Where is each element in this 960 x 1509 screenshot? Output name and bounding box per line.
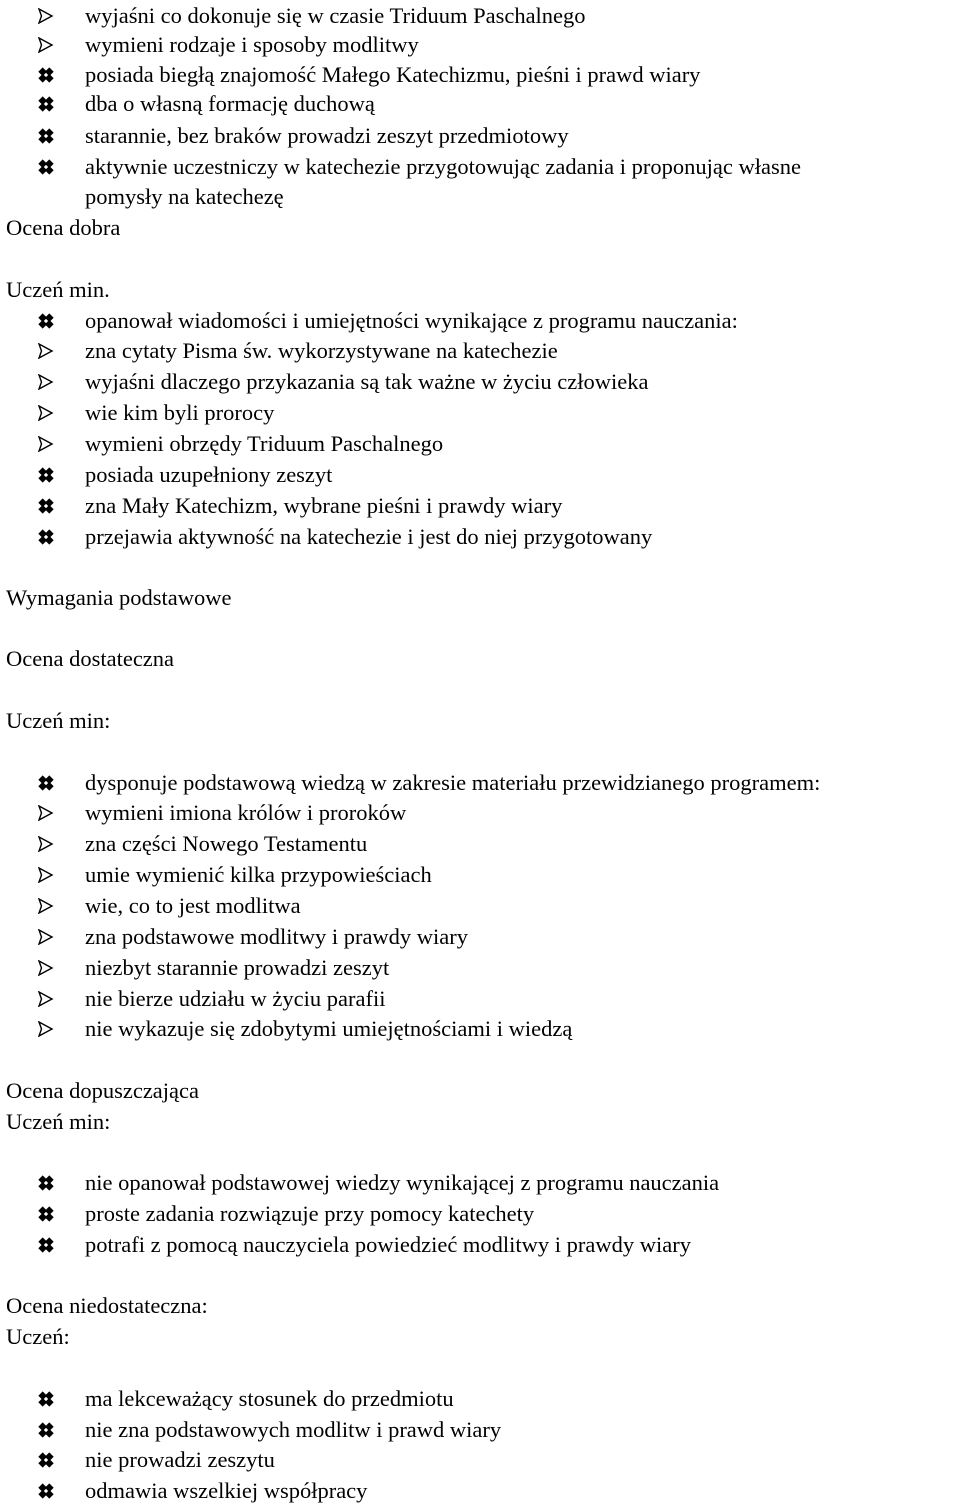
diamond-bullet-icon <box>36 498 56 514</box>
arrow-bullet-icon <box>36 8 56 24</box>
list-item-text: umie wymienić kilka przypowieściach <box>85 862 432 887</box>
list-item-text: posiada biegłą znajomość Małego Katechizmu, pieśni i prawd wiary <box>85 62 701 87</box>
list-item-text: nie wykazuje się zdobytymi umiejętnościami i wiedzą <box>85 1016 573 1041</box>
grade-heading: Ocena dobra <box>6 215 121 240</box>
arrow-bullet-icon <box>36 836 56 852</box>
diamond-bullet-icon <box>36 1175 56 1191</box>
list-item-text: wymieni imiona królów i proroków <box>85 800 407 825</box>
diamond-bullet-icon <box>36 1237 56 1253</box>
arrow-bullet-icon <box>36 867 56 883</box>
diamond-bullet-icon <box>36 467 56 483</box>
list-item-text: wyjaśni dlaczego przykazania są tak ważne w życiu człowieka <box>85 369 649 394</box>
list-item-text: wyjaśni co dokonuje się w czasie Triduum Paschalnego <box>85 3 586 28</box>
arrow-bullet-icon <box>36 343 56 359</box>
list-item-text: nie prowadzi zeszytu <box>85 1447 275 1472</box>
list-item-text: wie, co to jest modlitwa <box>85 893 301 918</box>
list-item-text: zna części Nowego Testamentu <box>85 831 368 856</box>
list-item-text: proste zadania rozwiązuje przy pomocy katechety <box>85 1201 535 1226</box>
diamond-bullet-icon <box>36 96 56 112</box>
arrow-bullet-icon <box>36 929 56 945</box>
diamond-bullet-icon <box>36 67 56 83</box>
diamond-bullet-icon <box>36 313 56 329</box>
list-item-text: wymieni obrzędy Triduum Paschalnego <box>85 431 444 456</box>
arrow-bullet-icon <box>36 1021 56 1037</box>
diamond-bullet-icon <box>36 775 56 791</box>
list-item-text: odmawia wszelkiej współpracy <box>85 1478 368 1503</box>
grade-heading: Ocena niedostateczna: <box>6 1293 208 1318</box>
list-item-text: zna Mały Katechizm, wybrane pieśni i prawdy wiary <box>85 493 563 518</box>
diamond-bullet-icon <box>36 128 56 144</box>
diamond-bullet-icon <box>36 529 56 545</box>
section-heading: Wymagania podstawowe <box>6 585 232 610</box>
arrow-bullet-icon <box>36 405 56 421</box>
list-item-text: starannie, bez braków prowadzi zeszyt przedmiotowy <box>85 123 569 148</box>
list-item-text: wymieni rodzaje i sposoby modlitwy <box>85 32 419 57</box>
list-item-text: dba o własną formację duchową <box>85 91 375 116</box>
list-item-text: zna cytaty Pisma św. wykorzystywane na katechezie <box>85 338 558 363</box>
diamond-bullet-icon <box>36 1483 56 1499</box>
list-item-text: opanował wiadomości i umiejętności wynikające z programu nauczania: <box>85 308 738 333</box>
list-item-text: przejawia aktywność na katechezie i jest do niej przygotowany <box>85 524 653 549</box>
arrow-bullet-icon <box>36 805 56 821</box>
arrow-bullet-icon <box>36 898 56 914</box>
arrow-bullet-icon <box>36 37 56 53</box>
list-item-text: niezbyt starannie prowadzi zeszyt <box>85 955 390 980</box>
arrow-bullet-icon <box>36 374 56 390</box>
list-item-text: potrafi z pomocą nauczyciela powiedzieć modlitwy i prawdy wiary <box>85 1232 692 1257</box>
list-item-text: nie zna podstawowych modlitw i prawd wiary <box>85 1417 502 1442</box>
list-item-text: posiada uzupełniony zeszyt <box>85 462 333 487</box>
diamond-bullet-icon <box>36 1206 56 1222</box>
diamond-bullet-icon <box>36 1452 56 1468</box>
student-heading: Uczeń min: <box>6 708 111 733</box>
list-item-text: wie kim byli prorocy <box>85 400 275 425</box>
student-heading: Uczeń min: <box>6 1109 111 1134</box>
list-item-text: zna podstawowe modlitwy i prawdy wiary <box>85 924 469 949</box>
arrow-bullet-icon <box>36 436 56 452</box>
list-item-text: aktywnie uczestniczy w katechezie przygotowując zadania i proponując własne <box>85 154 801 179</box>
list-item-text: nie bierze udziału w życiu parafii <box>85 986 386 1011</box>
student-heading: Uczeń min. <box>6 277 110 302</box>
diamond-bullet-icon <box>36 1422 56 1438</box>
list-item-continuation: pomysły na katechezę <box>85 184 284 209</box>
arrow-bullet-icon <box>36 960 56 976</box>
diamond-bullet-icon <box>36 1391 56 1407</box>
list-item-text: nie opanował podstawowej wiedzy wynikającej z programu nauczania <box>85 1170 720 1195</box>
grade-heading: Ocena dostateczna <box>6 646 175 671</box>
arrow-bullet-icon <box>36 991 56 1007</box>
list-item-text: dysponuje podstawową wiedzą w zakresie materiału przewidzianego programem: <box>85 770 821 795</box>
student-heading: Uczeń: <box>6 1324 70 1349</box>
list-item-text: ma lekceważący stosunek do przedmiotu <box>85 1386 454 1411</box>
grade-heading: Ocena dopuszczająca <box>6 1078 199 1103</box>
diamond-bullet-icon <box>36 159 56 175</box>
